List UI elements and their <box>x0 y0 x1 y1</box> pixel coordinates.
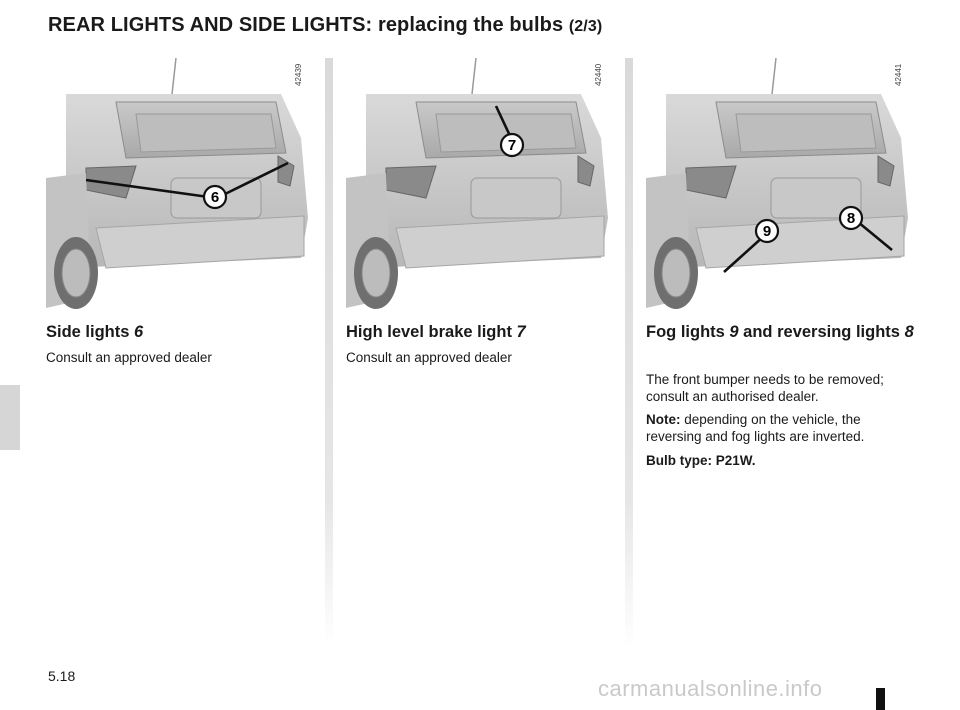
section-text: Consult an approved dealer <box>346 350 512 365</box>
page-title-part: (2/3) <box>568 18 603 35</box>
column-divider <box>625 58 633 648</box>
watermark: carmanualsonline.info <box>598 676 823 701</box>
corner-mark <box>876 688 885 710</box>
figure-code: 42440 <box>594 64 603 87</box>
callout-7 <box>501 134 523 156</box>
section-heading: Side lights 6 <box>46 323 144 341</box>
car-rear-illustration <box>46 58 316 314</box>
callout-6 <box>204 186 226 208</box>
section-text: The front bumper needs to be removed; consult an authorised dealer. <box>646 372 884 404</box>
column-divider <box>325 58 333 648</box>
page-title-text: REAR LIGHTS AND SIDE LIGHTS: replacing the bulbs <box>48 14 569 36</box>
svg-text:6: 6 <box>210 189 220 206</box>
bulb-type: Bulb type: P21W. <box>646 453 756 468</box>
callout-8 <box>840 207 862 229</box>
svg-text:9: 9 <box>762 223 772 240</box>
section-text: Consult an approved dealer <box>46 350 212 365</box>
chapter-tab <box>0 385 20 450</box>
figure-code: 42439 <box>294 64 303 87</box>
section-heading: Fog lights 9 and reversing lights 8 <box>646 323 914 341</box>
section-heading: High level brake light 7 <box>346 323 526 341</box>
page-number: 5.18 <box>48 668 76 684</box>
car-rear-illustration <box>346 58 616 314</box>
figure-code: 42441 <box>894 64 903 87</box>
callout-9 <box>756 220 778 242</box>
car-rear-illustration <box>646 58 916 314</box>
svg-text:7: 7 <box>507 137 517 154</box>
note-text: Note: depending on the vehicle, the reversing and fog lights are inverted. <box>646 412 865 444</box>
svg-text:8: 8 <box>846 210 856 227</box>
page-title <box>48 14 602 37</box>
